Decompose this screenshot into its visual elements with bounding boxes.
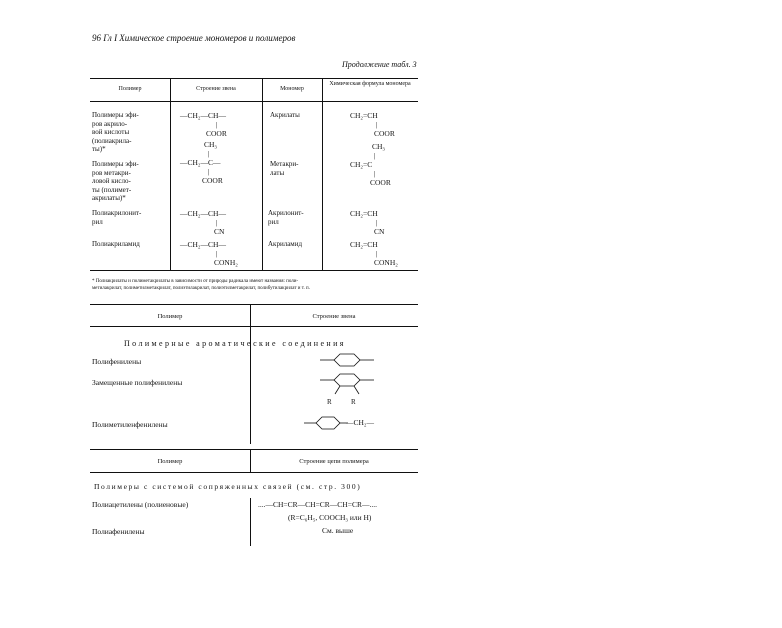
unit-formula-polyacrylates: —CH₂—CH— | COOR: [180, 111, 227, 138]
aromatic-header-unit: Строение звена: [312, 313, 356, 320]
section-title-conjugated: Полимеры с системой сопряженных связей (см. стр. 300): [94, 482, 362, 491]
monomer-acrylates: Акрилаты: [270, 111, 300, 119]
monomer-formula-acrylonitrile: CH₂=CH | CN: [350, 209, 385, 236]
polymer-name-polyacetylenes: Полиацетилены (полиеновые): [92, 500, 189, 509]
aromatic-header-polymer: Полимер: [157, 313, 183, 320]
polymer-name-polymethylenephenylenes: Полиметиленфенилены: [92, 420, 168, 429]
running-header: 96 Гл I Химическое строение мономеров и полимеров: [92, 33, 296, 43]
benzene-ring-structure: [302, 415, 350, 431]
polymer-name-polyphenylenes: Полифенилены: [92, 357, 142, 366]
conjugated-header-polymer: Полимер: [157, 458, 183, 465]
polymer-name-polyphenylenes-2: Полиафенилены: [92, 527, 145, 536]
aromatic-table-col-divider: [250, 304, 251, 444]
aromatic-table-top-rule: [90, 304, 418, 305]
conjugated-header-chain: Строение цепи полимера: [299, 458, 369, 465]
polymer-name-polymethacrylates: Полимеры эфи- ров метакри- ловой кисло- ты (полимет- акрилаты)*: [92, 160, 139, 202]
table3-col-divider: [262, 78, 263, 270]
monomer-methacrylates: Метакри- латы: [270, 160, 299, 177]
polymer-name-polyacrylamide: Полиакриламид: [92, 240, 140, 248]
benzene-ring-structure: [318, 352, 378, 368]
table3-header-unit: Строение звена: [196, 86, 236, 92]
substituted-benzene-ring-structure: [318, 372, 378, 396]
conjugated-table-top-rule: [90, 449, 418, 450]
unit-formula-polyacrylonitrile: —CH₂—CH— | CN: [180, 209, 226, 236]
table3-header-rule: [90, 101, 418, 102]
table3-header-monomer: Мономер: [280, 86, 304, 92]
substituent-r-left: R: [327, 398, 332, 406]
table3-col-divider: [322, 78, 323, 270]
chain-formula-see-above: См. выше: [322, 526, 354, 535]
monomer-acrylonitrile: Акрилонит- рил: [268, 209, 304, 226]
unit-formula-polyacrylamide: —CH₂—CH— | CONH₂: [180, 240, 238, 267]
polymer-name-polyacrylonitrile: Полиакрилонит- рил: [92, 209, 142, 226]
monomer-formula-methacrylates: CH₃ | CH₂=C | COOR: [350, 142, 391, 187]
conjugated-table-header-rule: [90, 472, 418, 473]
substituent-r-right: R: [351, 398, 356, 406]
chain-formula-substituents: (R=C₆H₅, COOCH₃ или H): [288, 513, 372, 522]
polymer-name-substituted-polyphenylenes: Замещенные полифенилены: [92, 378, 183, 387]
methylene-group-label: —CH₂—: [346, 418, 375, 427]
section-title-aromatic: Полимерные ароматические соединения: [124, 339, 346, 348]
table3-footnote: * Полиакрилаты и полиметакрилаты в зависимости от природы радикала имеют названия: поли- метилакрилат, полиметилметакрилат, полиэтилакрилат, полиэтилметакрилат, полибутилакрилат и т. п.: [92, 279, 310, 291]
aromatic-table-header-rule: [90, 326, 418, 327]
table-continuation-label: Продолжение табл. 3: [342, 60, 417, 69]
monomer-acrylamide: Акриламид: [268, 240, 303, 248]
conjugated-table-col-divider: [250, 498, 251, 546]
monomer-formula-acrylamide: CH₂=CH | CONH₂: [350, 240, 398, 267]
unit-formula-polymethacrylates: CH₃ | —CH₂—C— | COOR: [180, 140, 223, 185]
table3-top-rule: [90, 78, 418, 79]
table3-header-polymer: Полимер: [118, 86, 142, 92]
table3-bottom-rule: [90, 270, 418, 271]
chain-formula-polyacetylenes: ....—CH=CR—CH=CR—CH=CR—....: [258, 500, 377, 509]
monomer-formula-acrylates: CH₂=CH | COOR: [350, 111, 395, 138]
table3-header-formula: Химическая формула мономера: [329, 81, 411, 87]
table3-col-divider: [170, 78, 171, 270]
polymer-name-polyacrylates: Полимеры эфи- ров акрило- вой кислоты (полиакрила- ты)*: [92, 111, 139, 153]
